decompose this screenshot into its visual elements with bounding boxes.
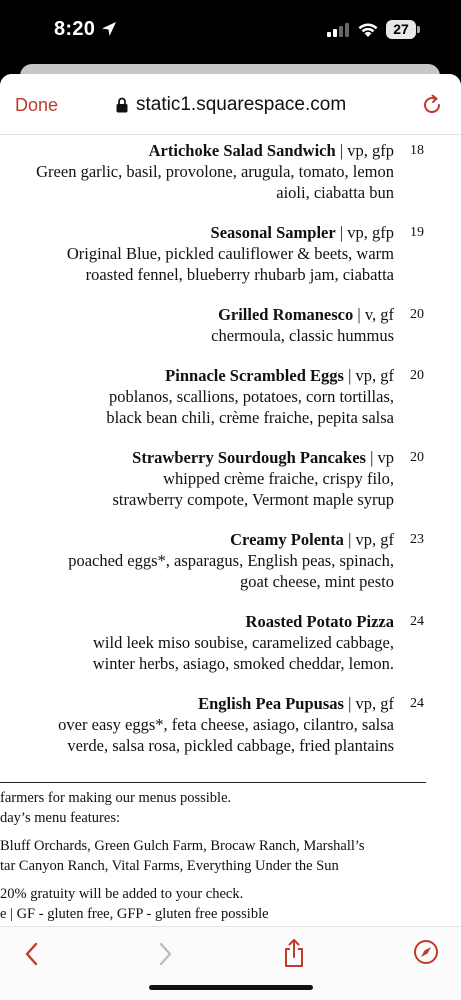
menu-item-description: wild leek miso soubise, caramelized cabbage,	[92, 633, 394, 652]
browser-navbar	[0, 74, 461, 135]
menu-item-text	[106, 365, 394, 428]
footer-gratuity: 20% gratuity will be added to your check.	[0, 886, 244, 902]
menu-item-title-line	[93, 611, 394, 632]
footer-thanks: farmers for making our menus possible.	[0, 790, 232, 806]
menu-item-name: Seasonal Sampler	[210, 223, 336, 242]
menu-item-name: Artichoke Salad Sandwich	[148, 141, 336, 160]
footer-farms-line-2: tar Canyon Ranch, Vital Farms, Everything Under the Sun	[0, 858, 339, 874]
battery-level: 27	[386, 20, 416, 39]
done-button[interactable]: Done	[15, 95, 59, 115]
status-bar	[0, 0, 461, 64]
battery-icon	[386, 20, 420, 40]
menu-item-price: 20	[410, 307, 424, 322]
menu-item-tags: | v, gf	[353, 305, 394, 324]
menu-item-title-line	[106, 365, 394, 386]
forward-icon[interactable]	[155, 941, 175, 967]
menu-item-description: poached eggs*, asparagus, English peas, spinach,	[68, 551, 394, 570]
cellular-signal-icon	[327, 23, 349, 37]
menu-item-tags: | vp, gfp	[335, 141, 394, 160]
menu-item-price: 20	[410, 450, 424, 465]
menu-item-text	[68, 529, 394, 592]
menu-item-description: chermoula, classic hummus	[211, 326, 394, 345]
menu-item-name: Grilled Romanesco	[218, 305, 354, 324]
menu-item-price: 23	[410, 532, 424, 547]
location-arrow-icon	[101, 21, 117, 37]
menu-item-title-line	[211, 304, 394, 325]
status-time: 8:20	[54, 18, 96, 40]
menu-divider	[0, 782, 426, 783]
footer-farms-line-1: Bluff Orchards, Green Gulch Farm, Brocaw Ranch, Marshall’s	[0, 838, 365, 854]
home-indicator	[149, 985, 313, 990]
menu-item-price: 19	[410, 225, 424, 240]
share-icon[interactable]	[281, 937, 307, 969]
menu-item-title-line	[113, 447, 395, 468]
footer-legend: e | GF - gluten free, GFP - gluten free possible	[0, 906, 269, 922]
menu-item-description: strawberry compote, Vermont maple syrup	[112, 490, 394, 509]
compass-icon[interactable]	[413, 939, 439, 965]
menu-item-text	[67, 222, 394, 285]
menu-item-description: poblanos, scallions, potatoes, corn tortillas,	[108, 387, 394, 406]
menu-item-description: winter herbs, asiago, smoked cheddar, lemon.	[92, 654, 394, 673]
menu-item-description: verde, salsa rosa, pickled cabbage, fried plantains	[67, 736, 394, 755]
menu-page	[0, 135, 461, 925]
menu-item-description: Original Blue, pickled cauliflower & beets, warm	[66, 244, 394, 263]
menu-item-text	[93, 611, 394, 674]
menu-item-title-line	[58, 693, 394, 714]
menu-item-name: English Pea Pupusas	[198, 694, 344, 713]
lock-icon	[116, 97, 128, 113]
menu-item-description: aioli, ciabatta bun	[276, 183, 394, 202]
menu-item-title-line	[68, 529, 394, 550]
back-icon[interactable]	[22, 941, 42, 967]
menu-item-tags: | vp, gf	[343, 694, 394, 713]
url-text: static1.squarespace.com	[136, 94, 347, 115]
menu-item-name: Creamy Polenta	[230, 530, 344, 549]
menu-item-description: black bean chili, crème fraiche, pepita salsa	[106, 408, 394, 427]
reload-icon[interactable]	[421, 94, 443, 116]
menu-item-text	[58, 693, 394, 756]
menu-item-description: whipped crème fraiche, crispy filo,	[163, 469, 394, 488]
menu-item-tags: | vp, gf	[343, 530, 394, 549]
menu-item-title-line	[67, 222, 394, 243]
safari-sheet	[0, 74, 461, 1000]
menu-item-price: 20	[410, 368, 424, 383]
menu-item-name: Roasted Potato Pizza	[245, 612, 394, 631]
menu-item-name: Strawberry Sourdough Pancakes	[132, 448, 366, 467]
menu-item-description: goat cheese, mint pesto	[240, 572, 394, 591]
menu-item-text	[113, 447, 395, 510]
menu-item-price: 24	[410, 696, 424, 711]
menu-item-description: Green garlic, basil, provolone, arugula, tomato, lemon	[36, 162, 394, 181]
footer-features-heading: day’s menu features:	[0, 810, 120, 826]
menu-item-description: roasted fennel, blueberry rhubarb jam, ciabatta	[85, 265, 394, 284]
menu-item-tags: | vp, gf	[343, 366, 394, 385]
menu-item-price: 18	[410, 143, 424, 158]
wifi-icon	[357, 21, 379, 38]
menu-item-text	[36, 140, 394, 203]
menu-item-description: over easy eggs*, feta cheese, asiago, cilantro, salsa	[58, 715, 394, 734]
menu-item-name: Pinnacle Scrambled Eggs	[165, 366, 344, 385]
address-bar[interactable]	[116, 94, 346, 116]
menu-item-price: 24	[410, 614, 424, 629]
menu-item-title-line	[36, 140, 394, 161]
menu-item-text	[211, 304, 394, 346]
menu-item-tags: | vp, gfp	[335, 223, 394, 242]
menu-item-tags: | vp	[365, 448, 394, 467]
